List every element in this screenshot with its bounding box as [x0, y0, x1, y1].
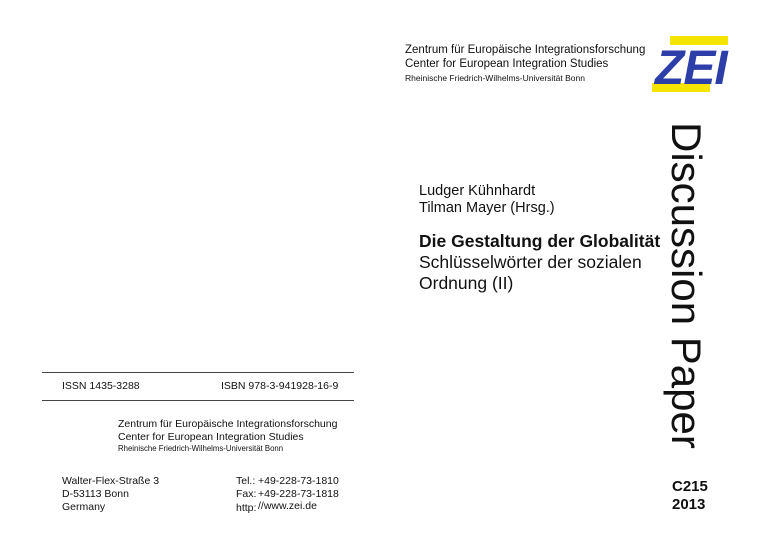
isbn: ISBN 978-3-941928-16-9 — [221, 380, 339, 392]
institute-name-en: Center for European Integration Studies — [118, 431, 304, 443]
institute-name-de: Zentrum für Europäische Integrationsforschung — [405, 44, 646, 56]
university-name: Rheinische Friedrich-Wilhelms-Universität Bonn — [118, 444, 284, 453]
phone-label: Tel.: — [236, 475, 256, 487]
author-name: Ludger Kühnhardt — [419, 183, 536, 199]
fax-number: +49-228-73-1818 — [258, 488, 339, 500]
author-name: Tilman Mayer (Hrsg.) — [419, 200, 555, 216]
logo-lettering: ZEI — [655, 42, 727, 95]
paper-subtitle-line: Ordnung (II) — [419, 273, 514, 293]
issn: ISSN 1435-3288 — [62, 380, 140, 392]
divider — [42, 400, 354, 401]
institute-name-de: Zentrum für Europäische Integrationsforschung — [118, 418, 338, 430]
paper-title: Die Gestaltung der Globalität — [419, 231, 661, 251]
phone-number: +49-228-73-1810 — [258, 475, 339, 487]
series-title: Discussion Paper — [663, 122, 710, 449]
paper-year: 2013 — [672, 496, 706, 513]
paper-subtitle-line: Schlüsselwörter der sozialen — [419, 252, 642, 272]
institute-name-en: Center for European Integration Studies — [405, 58, 609, 70]
address-line: D-53113 Bonn — [62, 488, 129, 500]
address-line: Walter-Flex-Straße 3 — [62, 475, 160, 487]
web-label: http: — [236, 502, 257, 514]
series-title-container — [660, 118, 710, 468]
address-line: Germany — [62, 501, 106, 513]
paper-number: C215 — [672, 478, 708, 495]
university-name: Rheinische Friedrich-Wilhelms-Universität Bonn — [405, 73, 585, 83]
fax-label: Fax: — [236, 488, 257, 500]
zei-logo — [648, 34, 734, 96]
website-link[interactable]: //www.zei.de — [258, 500, 317, 512]
divider — [42, 372, 354, 373]
